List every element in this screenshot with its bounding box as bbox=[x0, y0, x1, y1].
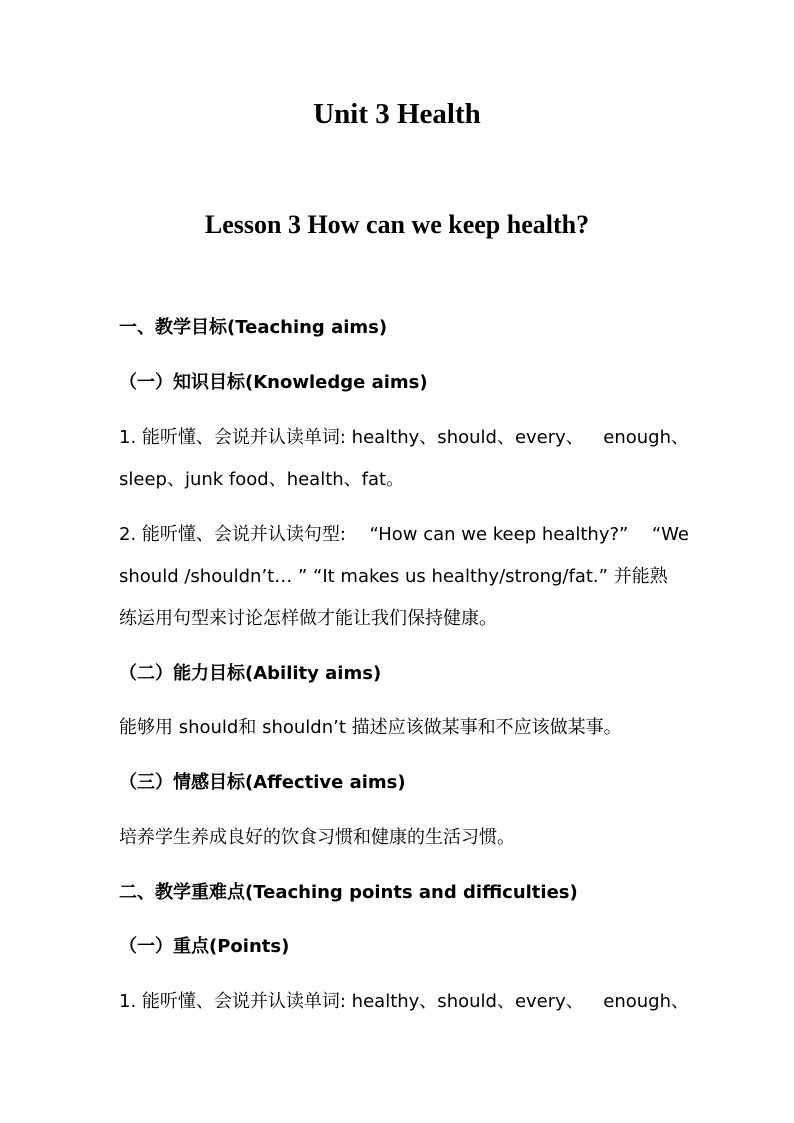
points-item-1-text-end: enough、 bbox=[603, 991, 689, 1012]
knowledge-item-2-line-2: should /shouldn’t… ” “It makes us healthy/strong/fat.” 并能熟 bbox=[119, 566, 668, 587]
subsection-heading-affective-aims: （三）情感目标(Affective aims) bbox=[119, 772, 406, 793]
knowledge-item-2-line-3: 练运用句型来讨论怎样做才能让我们保持健康。 bbox=[119, 608, 497, 629]
points-item-1-line-1 bbox=[119, 990, 689, 1014]
knowledge-item-1-line-2: sleep、junk food、health、fat。 bbox=[119, 469, 405, 490]
subsection-heading-knowledge-aims: （一）知识目标(Knowledge aims) bbox=[119, 372, 428, 393]
section-heading-teaching-aims: 一、教学目标(Teaching aims) bbox=[119, 317, 388, 338]
ability-aims-text: 能够用 should和 shouldn’t 描述应该做某事和不应该做某事。 bbox=[119, 717, 622, 738]
unit-title: Unit 3 Health bbox=[313, 98, 481, 130]
knowledge-item-2-intro: 2. 能听懂、会说并认读句型: bbox=[119, 524, 346, 545]
section-heading-teaching-points: 二、教学重难点(Teaching points and difficulties) bbox=[119, 882, 578, 903]
knowledge-item-1-line-1 bbox=[119, 426, 689, 450]
knowledge-item-1-text: 1. 能听懂、会说并认读单词: healthy、should、every、 bbox=[119, 427, 584, 448]
knowledge-item-2-quote-start: “We bbox=[651, 524, 689, 545]
affective-aims-text: 培养学生养成良好的饮食习惯和健康的生活习惯。 bbox=[119, 827, 515, 848]
knowledge-item-1-text-end: enough、 bbox=[603, 427, 689, 448]
subsection-heading-ability-aims: （二）能力目标(Ability aims) bbox=[119, 663, 382, 684]
knowledge-item-2-quote: “How can we keep healthy?” bbox=[369, 524, 629, 545]
knowledge-item-2-line-1 bbox=[119, 523, 689, 547]
points-item-1-text: 1. 能听懂、会说并认读单词: healthy、should、every、 bbox=[119, 991, 584, 1012]
lesson-title: Lesson 3 How can we keep health? bbox=[204, 210, 590, 239]
subsection-heading-points: （一）重点(Points) bbox=[119, 936, 290, 957]
